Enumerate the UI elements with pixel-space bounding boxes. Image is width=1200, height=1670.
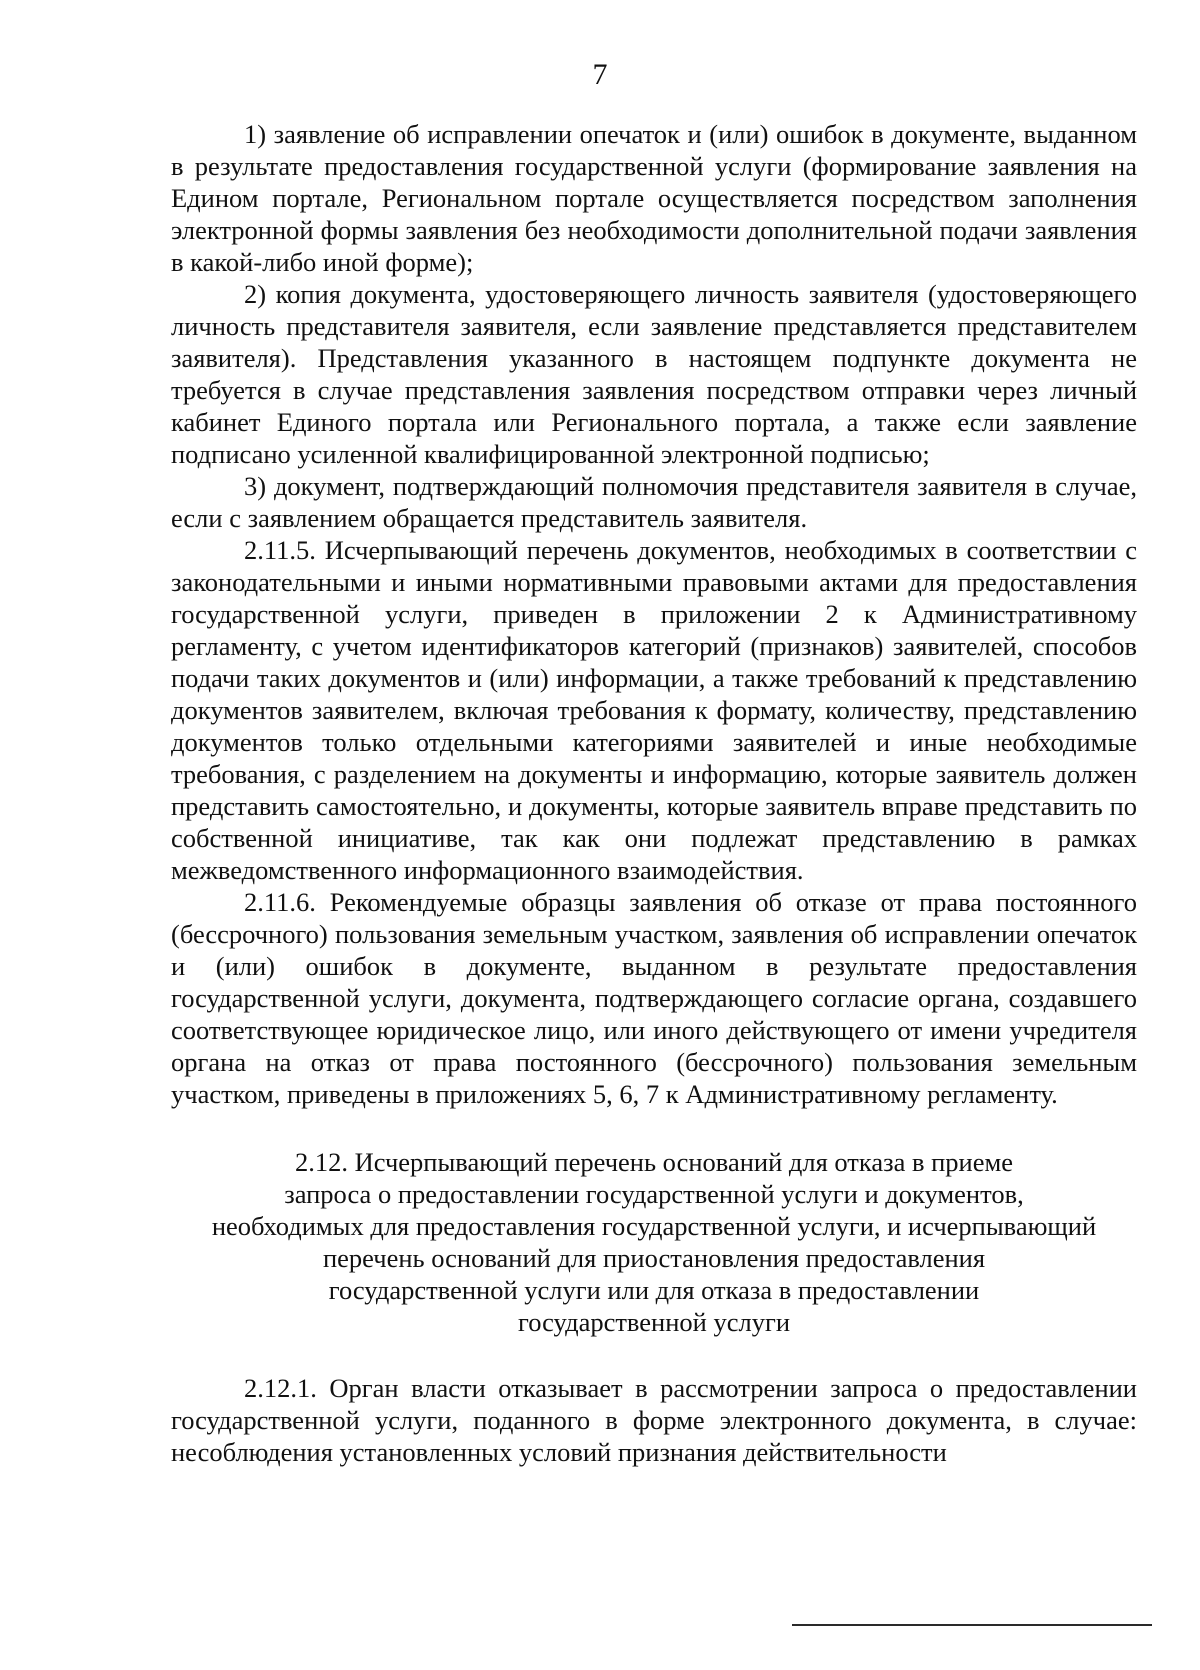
paragraph-item-2: 2) копия документа, удостоверяющего личность заявителя (удостоверяющего личность представителя заявителя, если заявление представляется представителем заявителя). Представления указанного в настоящем подпункте документа не требуется в случае представления заявления посредством отправки через личный кабинет Единого портала или Регионального портала, а также если заявление подписано усиленной квалифицированной электронной подписью;: [171, 279, 1137, 469]
heading-line: 2.12. Исчерпывающий перечень оснований для отказа в приеме: [294, 1147, 1014, 1177]
paragraph-item-3: 3) документ, подтверждающий полномочия представителя заявителя в случае, если с заявлением обращается представитель заявителя.: [171, 471, 1137, 533]
paragraph-2-12-1: 2.12.1. Орган власти отказывает в рассмотрении запроса о предоставлении государственной услуги, поданного в форме электронного документа, в случае: несоблюдения установленных условий признания действительности: [171, 1373, 1137, 1467]
paragraph-2-11-6: 2.11.6. Рекомендуемые образцы заявления об отказе от права постоянного (бессрочного) пользования земельным участком, заявления об исправлении опечаток и (или) ошибок в документе, выданном в результате предоставления государственной услуги, документа, подтверждающего согласие органа, создавшего соответствующее юридическое лицо, или иного действующего от имени учредителя органа на отказ от права постоянного (бессрочного) пользования земельным участком, приведены в приложениях 5, 6, 7 к Административному регламенту.: [171, 887, 1137, 1109]
paragraph-2-11-5: 2.11.5. Исчерпывающий перечень документов, необходимых в соответствии с законодательными и иными нормативными правовыми актами для предоставления государственной услуги, приведен в приложении 2 к Административному регламенту, с учетом идентификаторов категорий (признаков) заявителей, способов подачи таких документов и (или) информации, а также требований к представлению документов заявителем, включая требования к формату, количеству, представлению документов только отдельными категориями заявителей и иные необходимые требования, с разделением на документы и информацию, которые заявитель должен представить самостоятельно, и документы, которые заявитель вправе представить по собственной инициативе, так как они подлежат представлению в рамках межведомственного информационного взаимодействия.: [171, 535, 1137, 885]
heading-line: запроса о предоставлении государственной услуги и документов,: [284, 1179, 1024, 1209]
heading-line: перечень оснований для приостановления предоставления: [322, 1243, 986, 1273]
page-number: 7: [592, 58, 608, 91]
section-heading-2-12: [171, 1146, 1137, 1338]
paragraph-item-1: 1) заявление об исправлении опечаток и (или) ошибок в документе, выданном в результате предоставления государственной услуги (формирование заявления на Едином портале, Региональном портале осуществляется посредством заполнения электронной формы заявления без необходимости дополнительной подачи заявления в какой-либо иной форме);: [171, 119, 1137, 277]
bottom-divider-line: [792, 1624, 1152, 1626]
document-body: [171, 118, 1137, 1468]
heading-line: государственной услуги или для отказа в предоставлении: [328, 1275, 980, 1305]
heading-line: необходимых для предоставления государственной услуги, и исчерпывающий: [211, 1211, 1097, 1241]
heading-line: государственной услуги: [517, 1307, 791, 1337]
